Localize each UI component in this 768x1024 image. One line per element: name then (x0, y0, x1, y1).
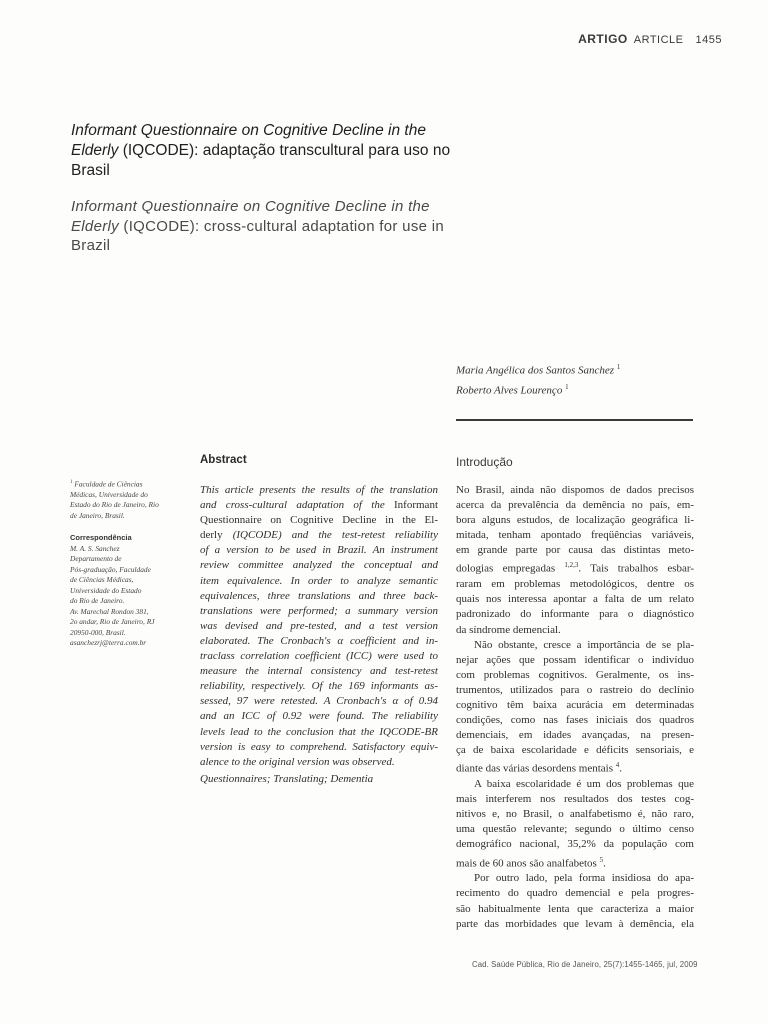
author-ref: 1 (565, 382, 569, 391)
intro-line: uma questão relevante; segundo o último censo (456, 823, 694, 836)
title-pt-italic: Informant Questionnaire on Cognitive Decline in the Elderly (71, 122, 426, 159)
intro-line: mais interferem nos resultados dos testes cog- (456, 793, 694, 806)
address-line: de Ciências Médicas, (70, 575, 134, 585)
intro-line: acerca da prevalência da demência no país, em- (456, 499, 694, 512)
abstract-line: was devised and pre-tested, and a test version (200, 619, 438, 632)
citation-ref: 5 (599, 855, 604, 864)
abstract-line: translations were performed; a summary version (200, 604, 438, 617)
intro-line: diante das várias desordens mentais $^4$. (456, 761, 623, 775)
email-link[interactable]: asanchezrj@terra.com.br (70, 638, 147, 648)
address-line: Departamento de (70, 554, 122, 564)
affiliation (70, 478, 190, 521)
intro-line: ça de baixa escolaridade e déficits sensoriais, e (456, 744, 694, 757)
title-pt-rest: (IQCODE): adaptação transcultural para uso no Brasil (71, 142, 451, 179)
intro-line: condições, como nas fases iniciais dos quadros (456, 714, 694, 727)
abstract-heading: Abstract (200, 454, 247, 466)
title-english (71, 197, 451, 256)
section-divider (456, 419, 693, 421)
intro-line: raram em problemas metodológicos, dentre os (456, 578, 694, 591)
intro-line: parte das morbidades que levam à demência, ela (456, 917, 694, 930)
abstract-line: sessed, 97 were retested. A Cronbach's α of 0.94 (200, 695, 438, 708)
section-label-en: ARTICLE (633, 34, 684, 46)
affiliation-ref: 1 (70, 480, 73, 485)
section-label-pt: ARTIGO (578, 32, 628, 46)
title-en-rest: (IQCODE): cross-cultural adaptation for use in Brazil (71, 217, 445, 254)
affiliation-line: Médicas, Universidade do (70, 489, 148, 499)
running-header (578, 32, 722, 46)
intro-line: dologias empregadas $^{1,2,3}$. Tais trabalhos esbar- (456, 561, 694, 576)
title-en-italic: Informant Questionnaire on Cognitive Decline in the Elderly (71, 198, 430, 235)
abstract-line: reliability, respectively. Of the 169 informants as- (200, 680, 438, 693)
address-line: Universidade do Estado (70, 585, 142, 595)
intro-line: trumentos, utilizados para o rastreio do declínio (456, 683, 694, 696)
address-line: 20950-000, Brasil. (70, 627, 126, 637)
intro-line: da síndrome demencial. (456, 623, 561, 636)
affiliation-line: $^1$ Faculdade de Ciências (70, 479, 143, 489)
author-name: Maria Angélica dos Santos Sanchez (456, 364, 615, 377)
abstract-line: measure the internal consistency and test-retest (200, 665, 438, 678)
intro-line: em grande parte por causa das distintas meto- (456, 544, 694, 557)
affiliation-line: Estado do Rio de Janeiro, Rio (70, 500, 159, 510)
intro-line: mais de 60 anos são analfabetos $^5$. (456, 855, 606, 870)
author-name: Roberto Alves Lourenço (456, 384, 563, 397)
intro-line: demenciais, em idades avançadas, na presen- (456, 729, 694, 742)
abstract-line: and cross-cultural adaptation of the Informant (200, 499, 438, 512)
intro-line: quais nos interessa apontar a falta de um relato (456, 593, 694, 606)
abstract-line: review committee analyzed the conceptual and (200, 559, 438, 572)
intro-line: são habitualmente lenta que caracteriza a maior (456, 902, 694, 915)
intro-line: com problemas cognitivos. Geralmente, os ins- (456, 668, 694, 681)
citation-ref: 1,2,3 (564, 561, 579, 570)
intro-line: padronizado do informante para o diagnóstico (456, 608, 694, 621)
author (456, 379, 696, 399)
address-line: Av. Marechal Rondon 381, (70, 606, 149, 616)
author-list (456, 359, 696, 398)
correspondence-label: Correspondência (70, 533, 132, 543)
abstract-line: elaborated. The Cronbach's α coefficient and in- (200, 634, 438, 647)
introduction-body (456, 483, 694, 932)
abstract-line: version is easy to comprehend. Satisfactory equiv- (200, 740, 438, 753)
intro-line: nejar ações que possam identificar o indivíduo (456, 653, 694, 666)
address-line: Pós-graduação, Faculdade (70, 564, 151, 574)
abstract-line: traclass correlation coefficient (ICC) were used to (200, 650, 438, 663)
intro-line: demográfico nacional, 35,2% da população com (456, 838, 694, 851)
author (456, 359, 696, 379)
address-line: M. A. S. Sanchez (70, 543, 120, 553)
title-portuguese (71, 121, 451, 181)
intro-line: Por outro lado, pela forma insidiosa do apa- (474, 872, 694, 885)
address-line: do Rio de Janeiro. (70, 596, 125, 606)
intro-line: A baixa escolaridade é um dos problemas que (474, 778, 694, 791)
affiliation-line: de Janeiro, Brasil. (70, 510, 125, 520)
abstract-line: equivalences, three translations and three back- (200, 589, 438, 602)
address-line: 2o andar, Rio de Janeiro, RJ (70, 617, 155, 627)
abstract-body (200, 483, 438, 770)
journal-citation-footer: Cad. Saúde Pública, Rio de Janeiro, 25(7):1455-1465, jul, 2009 (472, 960, 698, 969)
abstract-line: Questionnaire on Cognitive Decline in the El- (200, 514, 438, 527)
sidebar-notes (70, 478, 190, 649)
abstract-line: of a version to be used in Brazil. An instrument (200, 544, 438, 557)
intro-line: mitada, tenham apontado freqüências variáveis, (456, 529, 694, 542)
abstract-line: levels lead to the conclusion that the IQCODE-BR (200, 725, 438, 738)
intro-line: nitivos e, no Brasil, o analfabetismo é, não raro, (456, 808, 694, 821)
abstract-line: item equivalence. In order to analyze semantic (200, 574, 438, 587)
author-ref: 1 (616, 363, 621, 371)
correspondence-address (70, 544, 190, 649)
page-number: 1455 (695, 34, 722, 46)
abstract-line: derly (IQCODE) and the test-retest reliability (200, 529, 438, 542)
intro-line: bora alguns estudos, de localização geográfica li- (456, 514, 694, 527)
intro-line: No Brasil, ainda não dispomos de dados precisos (456, 484, 694, 496)
intro-line: recimento do quadro demencial e pela progres- (456, 887, 694, 900)
abstract-line: alence to the original version was observed. (200, 755, 395, 768)
intro-line: cognitivo têm baixa acurácia em determinadas (456, 698, 694, 711)
introduction-heading: Introdução (456, 455, 513, 469)
abstract-line: and an ICC of 0.92 were found. The reliability (200, 710, 438, 723)
keywords: Questionnaires; Translating; Dementia (200, 773, 374, 785)
abstract-line: This article presents the results of the translation (200, 484, 438, 496)
intro-line: Não obstante, cresce a importância de se pla- (474, 638, 694, 651)
citation-ref: 4 (615, 761, 620, 770)
